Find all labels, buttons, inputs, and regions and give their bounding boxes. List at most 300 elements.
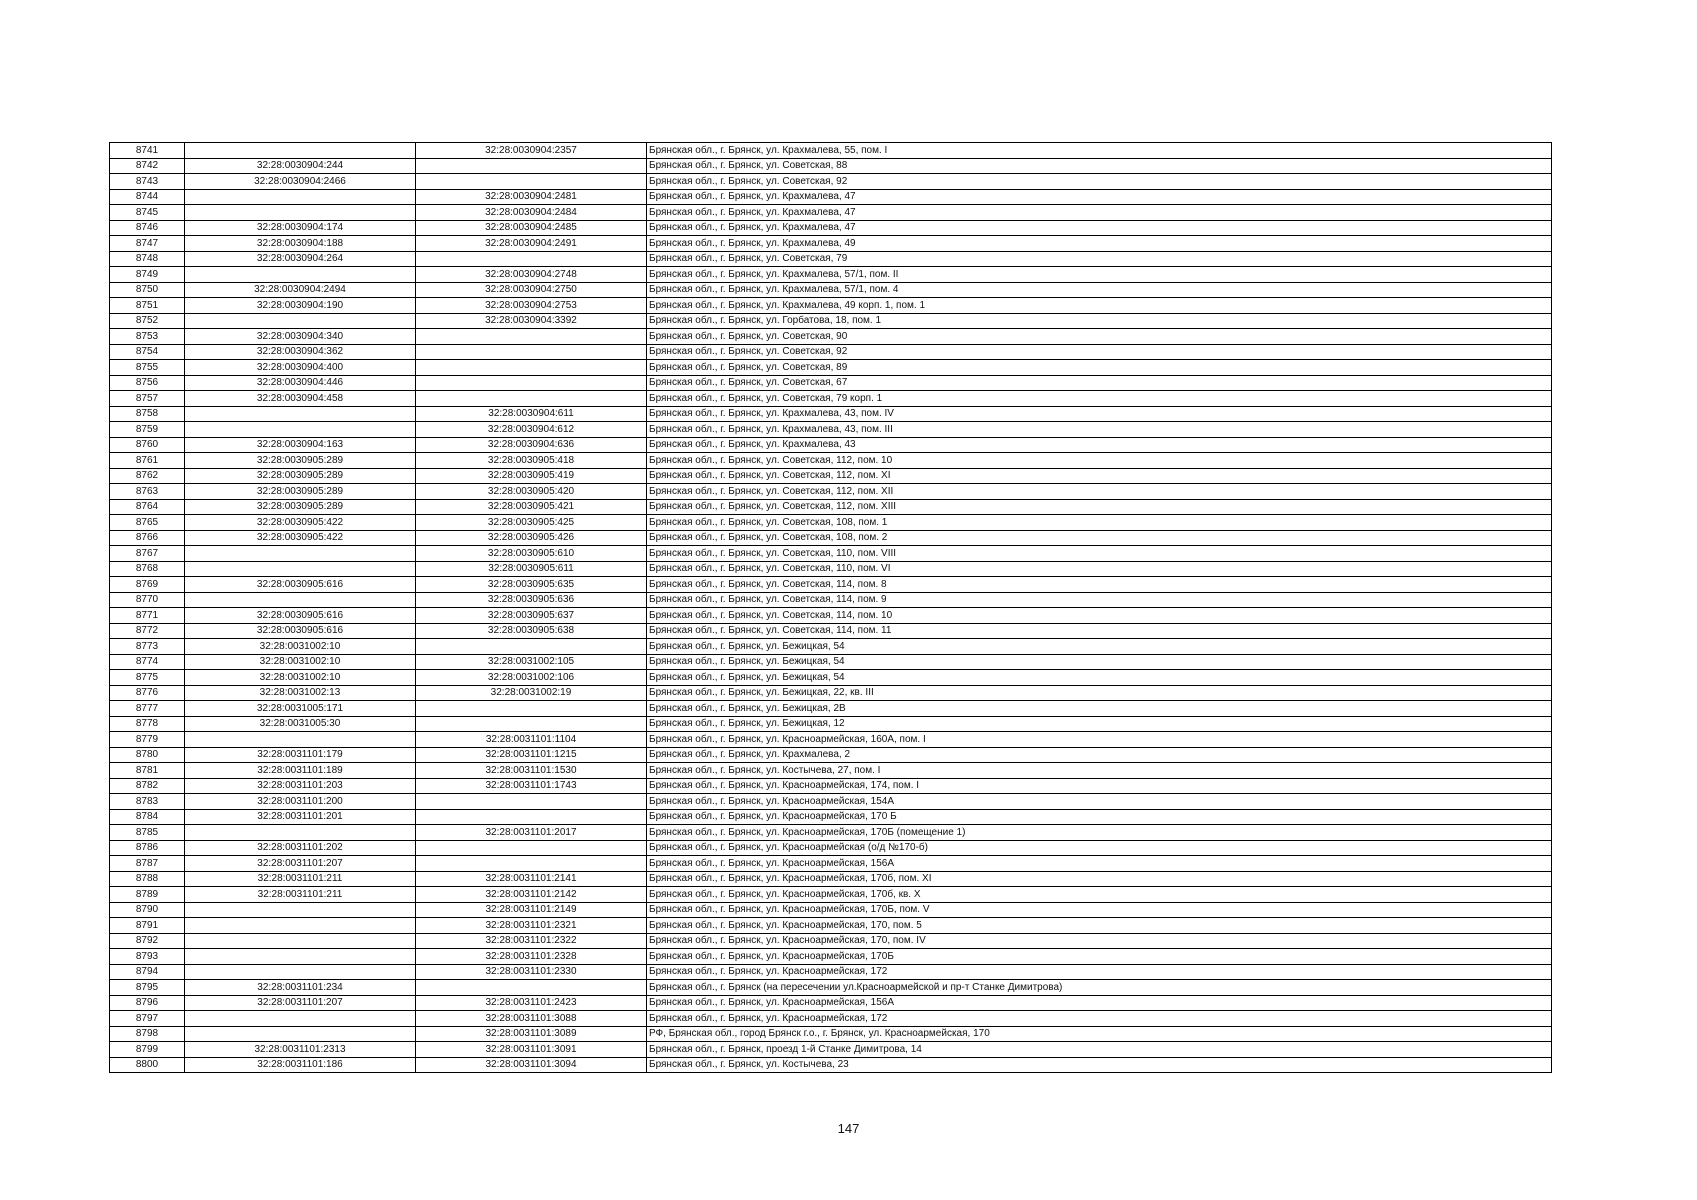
table-row	[110, 902, 1552, 918]
table-row	[110, 422, 1552, 438]
address-cell: Брянская обл., г. Брянск, ул. Бежицкая, 54	[647, 639, 1552, 655]
land-cadastral-number-cell: 32:28:0030904:264	[185, 251, 416, 267]
table-row	[110, 546, 1552, 562]
table-row	[110, 639, 1552, 655]
row-number-cell: 8760	[110, 437, 185, 453]
address-cell: Брянская обл., г. Брянск, ул. Красноармейская, 170 Б	[647, 809, 1552, 825]
land-cadastral-number-cell: 32:28:0031101:211	[185, 871, 416, 887]
land-cadastral-number-cell: 32:28:0031101:234	[185, 980, 416, 996]
registry-table-body	[110, 143, 1552, 1073]
address-cell: Брянская обл., г. Брянск, ул. Красноармейская, 160А, пом. I	[647, 732, 1552, 748]
land-cadastral-number-cell: 32:28:0030904:362	[185, 344, 416, 360]
land-cadastral-number-cell: 32:28:0030905:616	[185, 623, 416, 639]
row-number-cell: 8745	[110, 205, 185, 221]
table-row	[110, 329, 1552, 345]
table-row	[110, 267, 1552, 283]
land-cadastral-number-cell	[185, 825, 416, 841]
address-cell: Брянская обл., г. Брянск, ул. Крахмалева, 47	[647, 205, 1552, 221]
address-cell: Брянская обл., г. Брянск, ул. Бежицкая, 2В	[647, 701, 1552, 717]
land-cadastral-number-cell: 32:28:0030905:289	[185, 484, 416, 500]
row-number-cell: 8776	[110, 685, 185, 701]
land-cadastral-number-cell	[185, 189, 416, 205]
table-row	[110, 654, 1552, 670]
land-cadastral-number-cell: 32:28:0030904:458	[185, 391, 416, 407]
table-row	[110, 809, 1552, 825]
object-cadastral-number-cell: 32:28:0031101:2328	[416, 949, 647, 965]
row-number-cell: 8746	[110, 220, 185, 236]
object-cadastral-number-cell: 32:28:0030904:2485	[416, 220, 647, 236]
object-cadastral-number-cell: 32:28:0030905:635	[416, 577, 647, 593]
land-cadastral-number-cell	[185, 313, 416, 329]
row-number-cell: 8762	[110, 468, 185, 484]
object-cadastral-number-cell	[416, 701, 647, 717]
address-cell: Брянская обл., г. Брянск, ул. Костычева, 27, пом. I	[647, 763, 1552, 779]
address-cell: Брянская обл., г. Брянск, ул. Костычева, 23	[647, 1057, 1552, 1073]
table-row	[110, 189, 1552, 205]
land-cadastral-number-cell: 32:28:0031101:186	[185, 1057, 416, 1073]
address-cell: Брянская обл., г. Брянск, проезд 1-й Станке Димитрова, 14	[647, 1042, 1552, 1058]
address-cell: Брянская обл., г. Брянск, ул. Горбатова, 18, пом. 1	[647, 313, 1552, 329]
table-row	[110, 887, 1552, 903]
page-number: 147	[837, 1121, 860, 1136]
table-row	[110, 840, 1552, 856]
object-cadastral-number-cell: 32:28:0031101:3091	[416, 1042, 647, 1058]
row-number-cell: 8783	[110, 794, 185, 810]
object-cadastral-number-cell: 32:28:0031101:2423	[416, 995, 647, 1011]
object-cadastral-number-cell: 32:28:0030905:418	[416, 453, 647, 469]
land-cadastral-number-cell: 32:28:0030905:422	[185, 530, 416, 546]
row-number-cell: 8751	[110, 298, 185, 314]
address-cell: Брянская обл., г. Брянск, ул. Крахмалева, 57/1, пом. 4	[647, 282, 1552, 298]
object-cadastral-number-cell: 32:28:0031101:2322	[416, 933, 647, 949]
address-cell: Брянская обл., г. Брянск, ул. Крахмалева, 47	[647, 220, 1552, 236]
table-row	[110, 437, 1552, 453]
object-cadastral-number-cell: 32:28:0031101:1743	[416, 778, 647, 794]
land-cadastral-number-cell: 32:28:0031002:10	[185, 639, 416, 655]
object-cadastral-number-cell: 32:28:0030905:421	[416, 499, 647, 515]
address-cell: Брянская обл., г. Брянск, ул. Красноармейская (о/д №170-б)	[647, 840, 1552, 856]
land-cadastral-number-cell: 32:28:0030904:340	[185, 329, 416, 345]
object-cadastral-number-cell: 32:28:0031101:3088	[416, 1011, 647, 1027]
land-cadastral-number-cell: 32:28:0030904:2466	[185, 174, 416, 190]
table-row	[110, 391, 1552, 407]
table-row	[110, 964, 1552, 980]
row-number-cell: 8742	[110, 158, 185, 174]
object-cadastral-number-cell: 32:28:0030905:638	[416, 623, 647, 639]
address-cell: Брянская обл., г. Брянск, ул. Крахмалева, 43	[647, 437, 1552, 453]
address-cell: Брянская обл., г. Брянск, ул. Крахмалева, 55, пом. I	[647, 143, 1552, 159]
object-cadastral-number-cell: 32:28:0031101:1530	[416, 763, 647, 779]
land-cadastral-number-cell	[185, 1026, 416, 1042]
row-number-cell: 8791	[110, 918, 185, 934]
table-row	[110, 732, 1552, 748]
object-cadastral-number-cell: 32:28:0031101:2330	[416, 964, 647, 980]
table-row	[110, 468, 1552, 484]
object-cadastral-number-cell: 32:28:0030905:610	[416, 546, 647, 562]
address-cell: Брянская обл., г. Брянск, ул. Бежицкая, 12	[647, 716, 1552, 732]
table-row	[110, 685, 1552, 701]
land-cadastral-number-cell	[185, 143, 416, 159]
land-cadastral-number-cell: 32:28:0031002:13	[185, 685, 416, 701]
land-cadastral-number-cell: 32:28:0031101:202	[185, 840, 416, 856]
object-cadastral-number-cell	[416, 980, 647, 996]
object-cadastral-number-cell: 32:28:0030904:2481	[416, 189, 647, 205]
row-number-cell: 8753	[110, 329, 185, 345]
row-number-cell: 8793	[110, 949, 185, 965]
table-row	[110, 856, 1552, 872]
row-number-cell: 8787	[110, 856, 185, 872]
land-cadastral-number-cell: 32:28:0031101:201	[185, 809, 416, 825]
row-number-cell: 8755	[110, 360, 185, 376]
object-cadastral-number-cell	[416, 174, 647, 190]
address-cell: Брянская обл., г. Брянск, ул. Советская, 114, пом. 10	[647, 608, 1552, 624]
row-number-cell: 8744	[110, 189, 185, 205]
row-number-cell: 8749	[110, 267, 185, 283]
address-cell: Брянская обл., г. Брянск, ул. Советская, 110, пом. VI	[647, 561, 1552, 577]
object-cadastral-number-cell: 32:28:0031101:1104	[416, 732, 647, 748]
address-cell: Брянская обл., г. Брянск, ул. Крахмалева, 57/1, пом. II	[647, 267, 1552, 283]
row-number-cell: 8770	[110, 592, 185, 608]
address-cell: Брянская обл., г. Брянск, ул. Бежицкая, 54	[647, 654, 1552, 670]
table-row	[110, 794, 1552, 810]
row-number-cell: 8795	[110, 980, 185, 996]
object-cadastral-number-cell: 32:28:0030905:419	[416, 468, 647, 484]
table-row	[110, 980, 1552, 996]
land-cadastral-number-cell: 32:28:0030904:190	[185, 298, 416, 314]
address-cell: Брянская обл., г. Брянск, ул. Советская, 108, пом. 2	[647, 530, 1552, 546]
table-row	[110, 747, 1552, 763]
row-number-cell: 8798	[110, 1026, 185, 1042]
address-cell: Брянская обл., г. Брянск, ул. Красноармейская, 172	[647, 964, 1552, 980]
land-cadastral-number-cell: 32:28:0031101:211	[185, 887, 416, 903]
row-number-cell: 8796	[110, 995, 185, 1011]
row-number-cell: 8765	[110, 515, 185, 531]
land-cadastral-number-cell	[185, 902, 416, 918]
address-cell: Брянская обл., г. Брянск, ул. Красноармейская, 174, пом. I	[647, 778, 1552, 794]
object-cadastral-number-cell	[416, 391, 647, 407]
row-number-cell: 8781	[110, 763, 185, 779]
address-cell: Брянская обл., г. Брянск, ул. Советская, 92	[647, 174, 1552, 190]
land-cadastral-number-cell	[185, 546, 416, 562]
object-cadastral-number-cell: 32:28:0031101:3094	[416, 1057, 647, 1073]
row-number-cell: 8757	[110, 391, 185, 407]
table-row	[110, 778, 1552, 794]
land-cadastral-number-cell: 32:28:0031002:10	[185, 670, 416, 686]
object-cadastral-number-cell: 32:28:0031002:106	[416, 670, 647, 686]
land-cadastral-number-cell: 32:28:0030904:188	[185, 236, 416, 252]
object-cadastral-number-cell: 32:28:0030905:637	[416, 608, 647, 624]
row-number-cell: 8800	[110, 1057, 185, 1073]
object-cadastral-number-cell: 32:28:0031101:2141	[416, 871, 647, 887]
address-cell: Брянская обл., г. Брянск, ул. Советская, 79 корп. 1	[647, 391, 1552, 407]
land-cadastral-number-cell: 32:28:0030905:289	[185, 468, 416, 484]
land-cadastral-number-cell: 32:28:0030904:174	[185, 220, 416, 236]
row-number-cell: 8763	[110, 484, 185, 500]
table-row	[110, 716, 1552, 732]
address-cell: Брянская обл., г. Брянск, ул. Советская, 114, пом. 11	[647, 623, 1552, 639]
table-row	[110, 1026, 1552, 1042]
row-number-cell: 8797	[110, 1011, 185, 1027]
table-row	[110, 375, 1552, 391]
table-row	[110, 406, 1552, 422]
row-number-cell: 8769	[110, 577, 185, 593]
object-cadastral-number-cell: 32:28:0030904:2750	[416, 282, 647, 298]
address-cell: Брянская обл., г. Брянск (на пересечении ул.Красноармейской и пр-т Станке Димитрова)	[647, 980, 1552, 996]
object-cadastral-number-cell: 32:28:0031002:19	[416, 685, 647, 701]
row-number-cell: 8758	[110, 406, 185, 422]
row-number-cell: 8754	[110, 344, 185, 360]
land-cadastral-number-cell	[185, 949, 416, 965]
row-number-cell: 8774	[110, 654, 185, 670]
row-number-cell: 8764	[110, 499, 185, 515]
object-cadastral-number-cell: 32:28:0031002:105	[416, 654, 647, 670]
address-cell: Брянская обл., г. Брянск, ул. Советская, 88	[647, 158, 1552, 174]
land-cadastral-number-cell	[185, 918, 416, 934]
address-cell: Брянская обл., г. Брянск, ул. Советская, 90	[647, 329, 1552, 345]
land-cadastral-number-cell: 32:28:0031005:171	[185, 701, 416, 717]
land-cadastral-number-cell: 32:28:0031005:30	[185, 716, 416, 732]
row-number-cell: 8790	[110, 902, 185, 918]
table-row	[110, 236, 1552, 252]
table-row	[110, 561, 1552, 577]
row-number-cell: 8785	[110, 825, 185, 841]
table-row	[110, 251, 1552, 267]
object-cadastral-number-cell: 32:28:0030904:611	[416, 406, 647, 422]
row-number-cell: 8779	[110, 732, 185, 748]
table-row	[110, 577, 1552, 593]
table-row	[110, 949, 1552, 965]
object-cadastral-number-cell	[416, 344, 647, 360]
land-cadastral-number-cell: 32:28:0031101:179	[185, 747, 416, 763]
address-cell: Брянская обл., г. Брянск, ул. Красноармейская, 170б, кв. X	[647, 887, 1552, 903]
address-cell: Брянская обл., г. Брянск, ул. Советская, 108, пом. 1	[647, 515, 1552, 531]
table-row	[110, 1042, 1552, 1058]
land-cadastral-number-cell	[185, 422, 416, 438]
row-number-cell: 8782	[110, 778, 185, 794]
address-cell: Брянская обл., г. Брянск, ул. Бежицкая, 22, кв. III	[647, 685, 1552, 701]
object-cadastral-number-cell: 32:28:0030904:612	[416, 422, 647, 438]
address-cell: Брянская обл., г. Брянск, ул. Советская, 112, пом. 10	[647, 453, 1552, 469]
row-number-cell: 8788	[110, 871, 185, 887]
row-number-cell: 8741	[110, 143, 185, 159]
row-number-cell: 8761	[110, 453, 185, 469]
object-cadastral-number-cell: 32:28:0030904:3392	[416, 313, 647, 329]
land-cadastral-number-cell	[185, 406, 416, 422]
table-row	[110, 344, 1552, 360]
address-cell: РФ, Брянская обл., город Брянск г.о., г. Брянск, ул. Красноармейская, 170	[647, 1026, 1552, 1042]
row-number-cell: 8780	[110, 747, 185, 763]
land-cadastral-number-cell: 32:28:0030904:244	[185, 158, 416, 174]
table-row	[110, 205, 1552, 221]
address-cell: Брянская обл., г. Брянск, ул. Красноармейская, 156А	[647, 856, 1552, 872]
address-cell: Брянская обл., г. Брянск, ул. Крахмалева, 2	[647, 747, 1552, 763]
address-cell: Брянская обл., г. Брянск, ул. Советская, 110, пом. VIII	[647, 546, 1552, 562]
land-cadastral-number-cell: 32:28:0031101:200	[185, 794, 416, 810]
address-cell: Брянская обл., г. Брянск, ул. Крахмалева, 49 корп. 1, пом. 1	[647, 298, 1552, 314]
land-cadastral-number-cell	[185, 592, 416, 608]
address-cell: Брянская обл., г. Брянск, ул. Советская, 79	[647, 251, 1552, 267]
object-cadastral-number-cell: 32:28:0031101:3089	[416, 1026, 647, 1042]
address-cell: Брянская обл., г. Брянск, ул. Красноармейская, 170Б	[647, 949, 1552, 965]
object-cadastral-number-cell	[416, 375, 647, 391]
address-cell: Брянская обл., г. Брянск, ул. Бежицкая, 54	[647, 670, 1552, 686]
object-cadastral-number-cell: 32:28:0030905:611	[416, 561, 647, 577]
table-row	[110, 592, 1552, 608]
land-cadastral-number-cell: 32:28:0031002:10	[185, 654, 416, 670]
land-cadastral-number-cell: 32:28:0030905:422	[185, 515, 416, 531]
land-cadastral-number-cell	[185, 1011, 416, 1027]
object-cadastral-number-cell: 32:28:0030905:426	[416, 530, 647, 546]
land-cadastral-number-cell: 32:28:0030905:289	[185, 453, 416, 469]
object-cadastral-number-cell	[416, 360, 647, 376]
address-cell: Брянская обл., г. Брянск, ул. Советская, 112, пом. XIII	[647, 499, 1552, 515]
row-number-cell: 8786	[110, 840, 185, 856]
object-cadastral-number-cell: 32:28:0030905:420	[416, 484, 647, 500]
table-row	[110, 499, 1552, 515]
object-cadastral-number-cell: 32:28:0030904:2484	[416, 205, 647, 221]
object-cadastral-number-cell	[416, 329, 647, 345]
address-cell: Брянская обл., г. Брянск, ул. Советская, 92	[647, 344, 1552, 360]
object-cadastral-number-cell: 32:28:0031101:2017	[416, 825, 647, 841]
row-number-cell: 8792	[110, 933, 185, 949]
row-number-cell: 8743	[110, 174, 185, 190]
address-cell: Брянская обл., г. Брянск, ул. Советская, 112, пом. XI	[647, 468, 1552, 484]
row-number-cell: 8799	[110, 1042, 185, 1058]
table-row	[110, 158, 1552, 174]
row-number-cell: 8768	[110, 561, 185, 577]
address-cell: Брянская обл., г. Брянск, ул. Крахмалева, 43, пом. IV	[647, 406, 1552, 422]
table-row	[110, 995, 1552, 1011]
registry-table	[109, 142, 1552, 1073]
row-number-cell: 8766	[110, 530, 185, 546]
row-number-cell: 8750	[110, 282, 185, 298]
table-row	[110, 484, 1552, 500]
object-cadastral-number-cell: 32:28:0030904:2748	[416, 267, 647, 283]
land-cadastral-number-cell	[185, 964, 416, 980]
row-number-cell: 8771	[110, 608, 185, 624]
object-cadastral-number-cell	[416, 809, 647, 825]
row-number-cell: 8748	[110, 251, 185, 267]
address-cell: Брянская обл., г. Брянск, ул. Советская, 114, пом. 9	[647, 592, 1552, 608]
table-row	[110, 515, 1552, 531]
table-row	[110, 763, 1552, 779]
object-cadastral-number-cell	[416, 158, 647, 174]
row-number-cell: 8777	[110, 701, 185, 717]
object-cadastral-number-cell: 32:28:0030905:425	[416, 515, 647, 531]
object-cadastral-number-cell	[416, 639, 647, 655]
object-cadastral-number-cell	[416, 716, 647, 732]
row-number-cell: 8794	[110, 964, 185, 980]
row-number-cell: 8772	[110, 623, 185, 639]
table-row	[110, 313, 1552, 329]
land-cadastral-number-cell: 32:28:0031101:207	[185, 995, 416, 1011]
land-cadastral-number-cell: 32:28:0030905:616	[185, 577, 416, 593]
object-cadastral-number-cell: 32:28:0031101:2321	[416, 918, 647, 934]
address-cell: Брянская обл., г. Брянск, ул. Крахмалева, 47	[647, 189, 1552, 205]
object-cadastral-number-cell	[416, 856, 647, 872]
land-cadastral-number-cell: 32:28:0031101:207	[185, 856, 416, 872]
table-row	[110, 530, 1552, 546]
table-row	[110, 701, 1552, 717]
object-cadastral-number-cell	[416, 794, 647, 810]
object-cadastral-number-cell: 32:28:0030904:2753	[416, 298, 647, 314]
table-row	[110, 220, 1552, 236]
table-row	[110, 871, 1552, 887]
address-cell: Брянская обл., г. Брянск, ул. Красноармейская, 154А	[647, 794, 1552, 810]
land-cadastral-number-cell	[185, 933, 416, 949]
address-cell: Брянская обл., г. Брянск, ул. Красноармейская, 172	[647, 1011, 1552, 1027]
land-cadastral-number-cell: 32:28:0030904:2494	[185, 282, 416, 298]
address-cell: Брянская обл., г. Брянск, ул. Советская, 89	[647, 360, 1552, 376]
row-number-cell: 8747	[110, 236, 185, 252]
object-cadastral-number-cell: 32:28:0030904:2357	[416, 143, 647, 159]
land-cadastral-number-cell	[185, 267, 416, 283]
land-cadastral-number-cell: 32:28:0030905:616	[185, 608, 416, 624]
row-number-cell: 8775	[110, 670, 185, 686]
address-cell: Брянская обл., г. Брянск, ул. Советская, 114, пом. 8	[647, 577, 1552, 593]
table-row	[110, 1057, 1552, 1073]
land-cadastral-number-cell: 32:28:0031101:189	[185, 763, 416, 779]
row-number-cell: 8789	[110, 887, 185, 903]
land-cadastral-number-cell: 32:28:0030905:289	[185, 499, 416, 515]
land-cadastral-number-cell: 32:28:0030904:446	[185, 375, 416, 391]
land-cadastral-number-cell	[185, 561, 416, 577]
land-cadastral-number-cell	[185, 732, 416, 748]
table-row	[110, 453, 1552, 469]
land-cadastral-number-cell: 32:28:0031101:2313	[185, 1042, 416, 1058]
land-cadastral-number-cell: 32:28:0031101:203	[185, 778, 416, 794]
table-row	[110, 298, 1552, 314]
table-row	[110, 282, 1552, 298]
object-cadastral-number-cell: 32:28:0031101:1215	[416, 747, 647, 763]
table-row	[110, 174, 1552, 190]
table-row	[110, 143, 1552, 159]
object-cadastral-number-cell: 32:28:0031101:2149	[416, 902, 647, 918]
table-row	[110, 360, 1552, 376]
address-cell: Брянская обл., г. Брянск, ул. Советская, 67	[647, 375, 1552, 391]
land-cadastral-number-cell: 32:28:0030904:400	[185, 360, 416, 376]
address-cell: Брянская обл., г. Брянск, ул. Красноармейская, 156А	[647, 995, 1552, 1011]
object-cadastral-number-cell: 32:28:0030904:636	[416, 437, 647, 453]
object-cadastral-number-cell	[416, 251, 647, 267]
address-cell: Брянская обл., г. Брянск, ул. Крахмалева, 49	[647, 236, 1552, 252]
object-cadastral-number-cell: 32:28:0030905:636	[416, 592, 647, 608]
table-row	[110, 1011, 1552, 1027]
row-number-cell: 8756	[110, 375, 185, 391]
land-cadastral-number-cell: 32:28:0030904:163	[185, 437, 416, 453]
table-row	[110, 623, 1552, 639]
object-cadastral-number-cell: 32:28:0030904:2491	[416, 236, 647, 252]
row-number-cell: 8767	[110, 546, 185, 562]
table-row	[110, 933, 1552, 949]
row-number-cell: 8752	[110, 313, 185, 329]
row-number-cell: 8784	[110, 809, 185, 825]
row-number-cell: 8759	[110, 422, 185, 438]
address-cell: Брянская обл., г. Брянск, ул. Красноармейская, 170б, пом. XI	[647, 871, 1552, 887]
address-cell: Брянская обл., г. Брянск, ул. Красноармейская, 170, пом. IV	[647, 933, 1552, 949]
address-cell: Брянская обл., г. Брянск, ул. Красноармейская, 170Б (помещение 1)	[647, 825, 1552, 841]
row-number-cell: 8778	[110, 716, 185, 732]
table-row	[110, 825, 1552, 841]
address-cell: Брянская обл., г. Брянск, ул. Красноармейская, 170Б, пом. V	[647, 902, 1552, 918]
address-cell: Брянская обл., г. Брянск, ул. Красноармейская, 170, пом. 5	[647, 918, 1552, 934]
address-cell: Брянская обл., г. Брянск, ул. Крахмалева, 43, пом. III	[647, 422, 1552, 438]
row-number-cell: 8773	[110, 639, 185, 655]
object-cadastral-number-cell	[416, 840, 647, 856]
table-row	[110, 608, 1552, 624]
object-cadastral-number-cell: 32:28:0031101:2142	[416, 887, 647, 903]
table-row	[110, 918, 1552, 934]
